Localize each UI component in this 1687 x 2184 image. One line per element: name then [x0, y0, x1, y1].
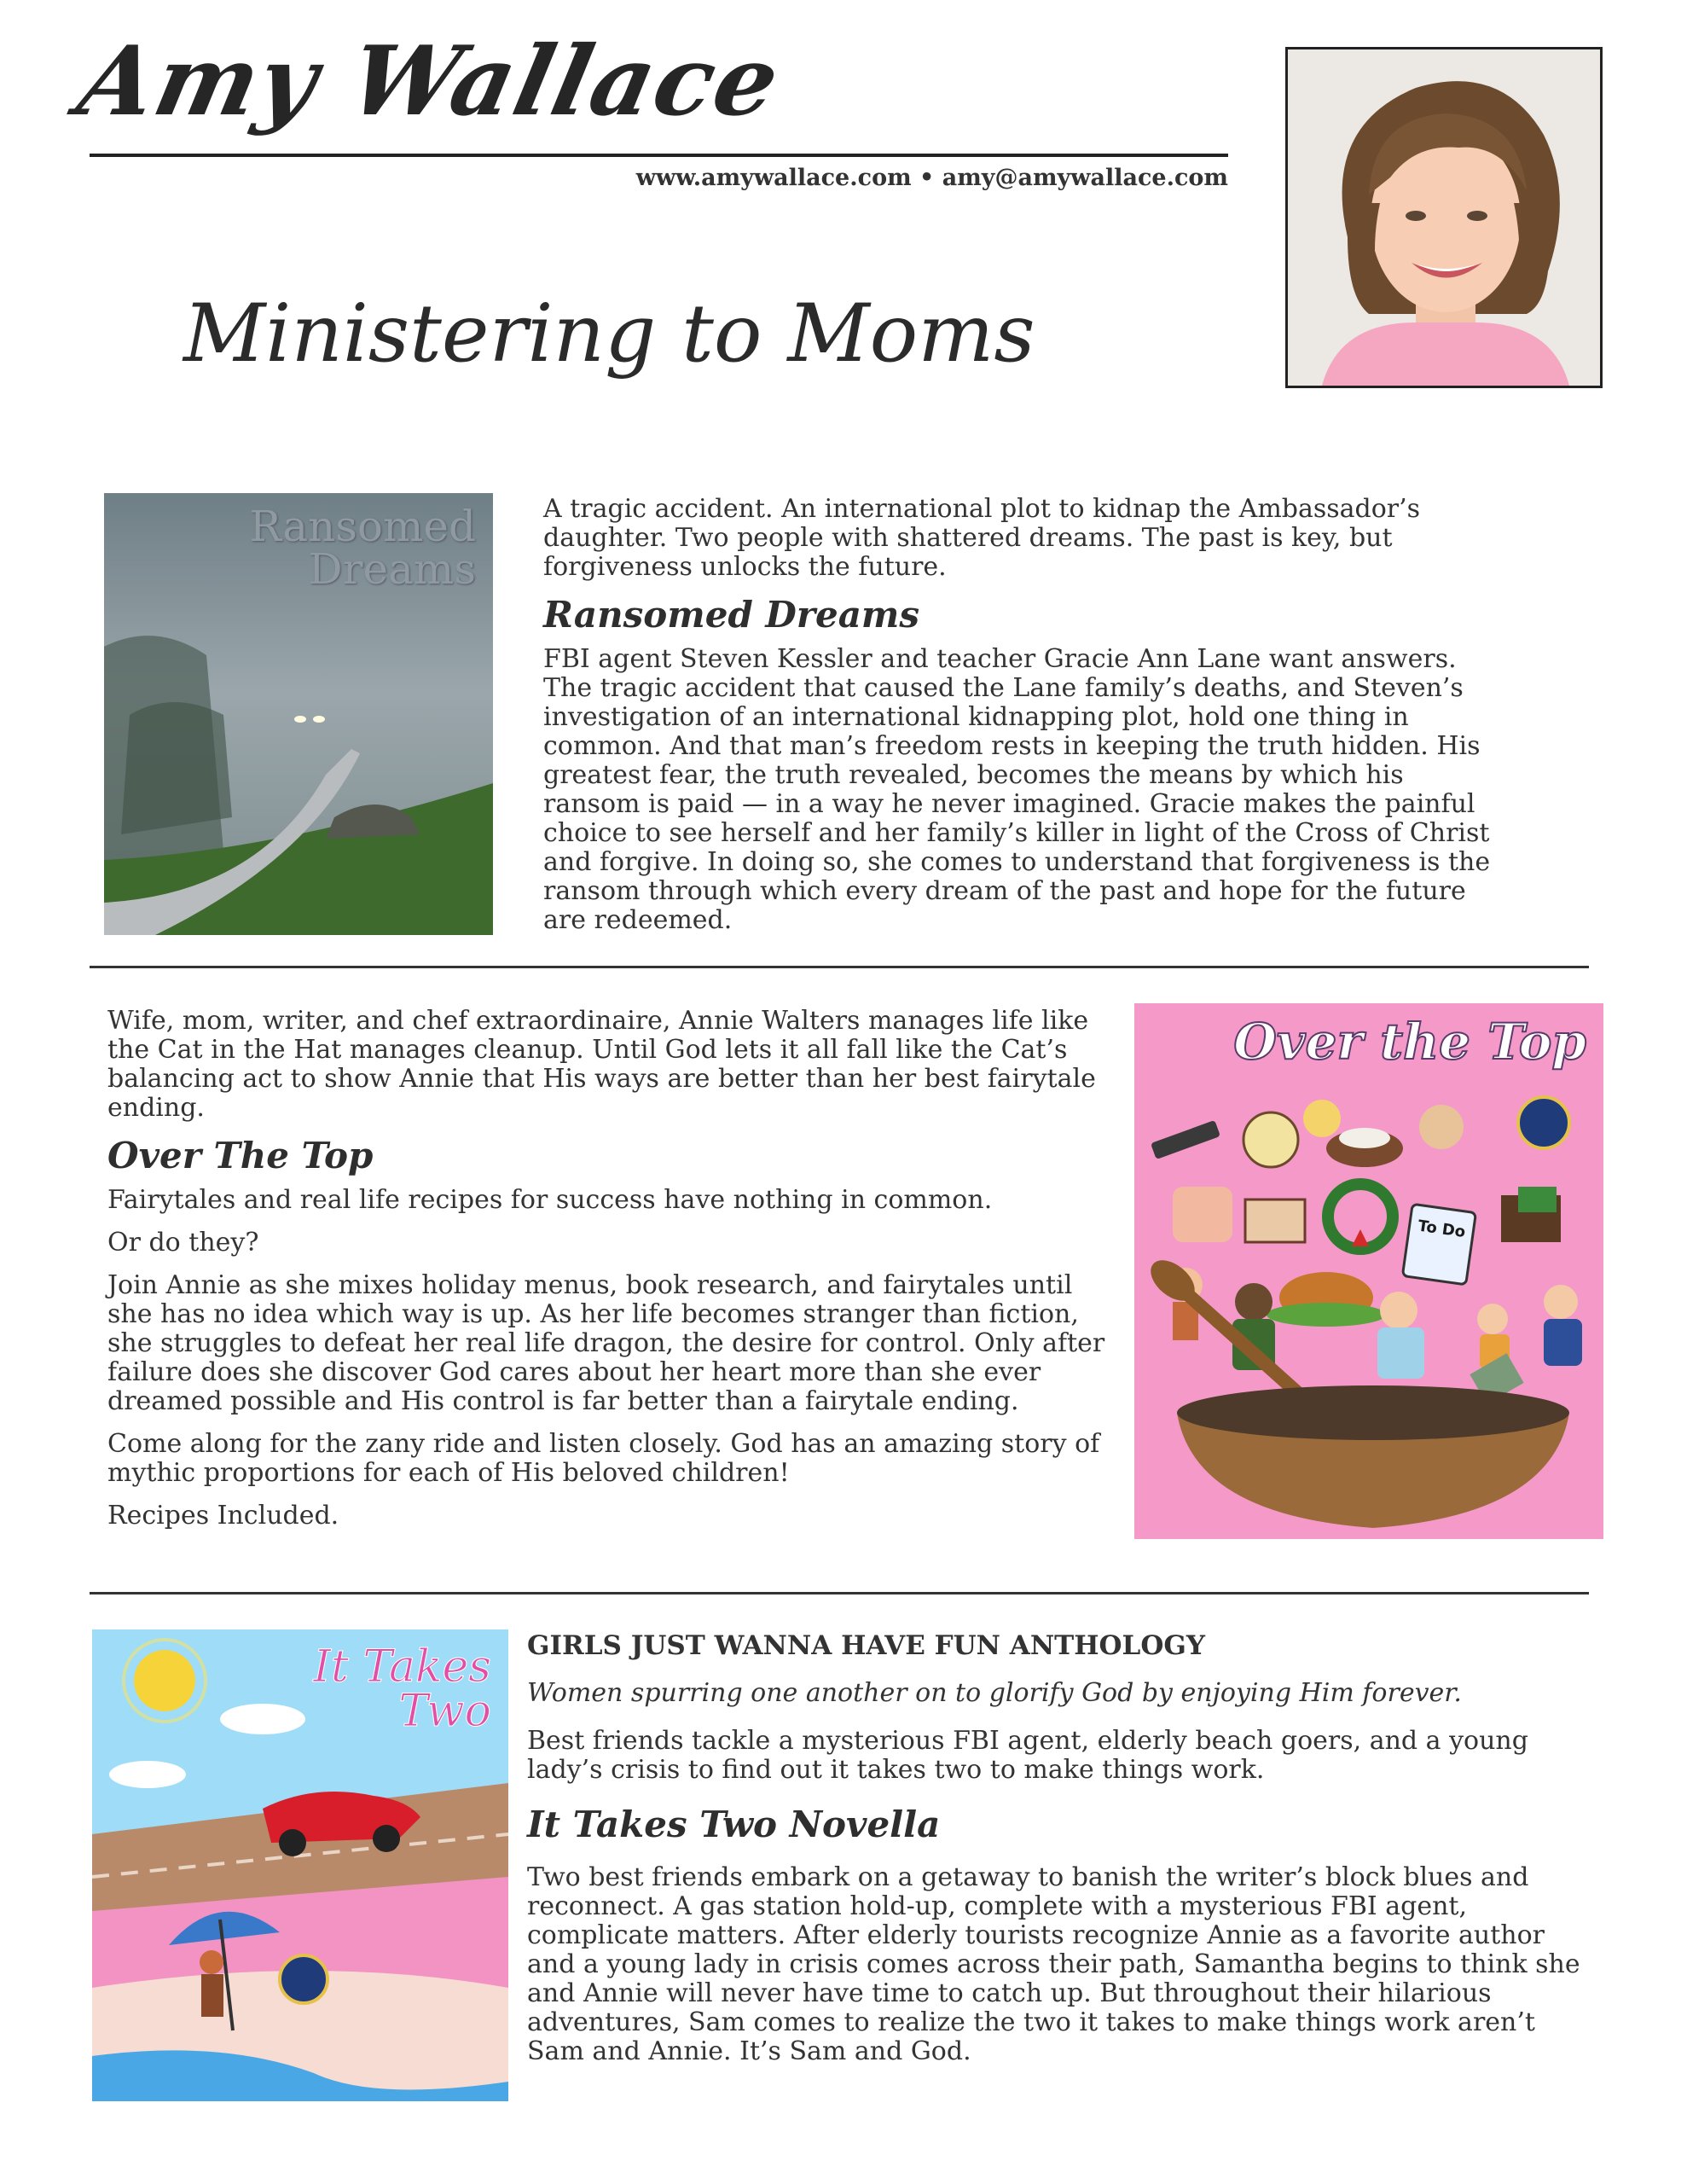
- it-takes-two-cover: [92, 1629, 508, 2101]
- it-takes-two-description: Two best friends embark on a getaway to banish the writer’s block blues and reconnect. A gas station hold-up, complete with a mysterious FBI agent, complicate matters. After elderly tourists recognize Annie as a favorite author and a young lady in crisis comes across their path, Samantha begins to think she and Annie will never have time to catch up. But throughout their hilarious adventures, Sam comes to realize the two it takes to make things work aren’t Sam and Annie. It’s Sam and God.: [527, 1862, 1580, 2067]
- it-takes-two-text: [527, 1631, 1593, 2066]
- section-divider: [90, 966, 1589, 968]
- cover-title-line1: Ransomed: [249, 502, 476, 551]
- todo-label: To Do: [1417, 1217, 1467, 1242]
- over-the-top-cover: [1134, 1003, 1603, 1539]
- over-the-top-text: [107, 1007, 1114, 1531]
- ransomed-dreams-cover: [104, 493, 493, 935]
- cover-title-line2: Two: [398, 1686, 491, 1737]
- ransomed-dreams-cover-title: [249, 502, 476, 594]
- author-photo: [1285, 47, 1603, 388]
- header-divider: [90, 154, 1228, 157]
- over-the-top-teaser: Wife, mom, writer, and chef extraordinaire, Annie Walters manages life like the Cat in the Hat manages cleanup. Until God lets it all fall like the Cat’s balancing act to show Annie that His ways are better than her best fairytale ending.: [107, 1006, 1096, 1123]
- over-the-top-title: Over The Top: [107, 1135, 374, 1176]
- ransomed-dreams-teaser: A tragic accident. An international plot to kidnap the Ambassador’s daughter. Two people with shattered dreams. The past is key, but forgiveness unlocks the future.: [543, 494, 1421, 582]
- ransomed-dreams-description: FBI agent Steven Kessler and teacher Gracie Ann Lane want answers. The tragic accident that caused the Lane family’s deaths, and Steven’s investigation of an international kidnapping plot, hold one thing in common. And that man’s freedom rests in keeping the truth hidden. His greatest fear, the truth revealed, becomes the means by which his ransom is paid — in a way he never imagined. Gracie makes the painful choice to see herself and her family’s killer in light of the Cross of Christ and forgive. In doing so, she comes to understand that forgiveness is the ransom through which every dream of the past and hope for the future are redeemed.: [543, 644, 1491, 936]
- section-divider: [90, 1592, 1589, 1594]
- it-takes-two-cover-title: [313, 1641, 491, 1737]
- over-the-top-cover-title: Over the Top: [1233, 1013, 1586, 1071]
- it-takes-two-title: It Takes Two Novella: [527, 1804, 941, 1845]
- page-title: Ministering to Moms: [183, 288, 1035, 380]
- over-the-top-paragraph-5: Recipes Included.: [107, 1501, 339, 1531]
- over-the-top-paragraph-4: Come along for the zany ride and listen closely. God has an amazing story of mythic proportions for each of His beloved children!: [107, 1429, 1100, 1489]
- cover-title-line2: Dreams: [308, 544, 476, 594]
- author-name: Amy Wallace: [69, 26, 791, 137]
- cover-title-line1: It Takes: [313, 1641, 491, 1693]
- over-the-top-paragraph-1: Fairytales and real life recipes for success have nothing in common.: [107, 1185, 993, 1216]
- over-the-top-paragraph-3: Join Annie as she mixes holiday menus, book research, and fairytales until she has no idea which way is up. As her life becomes stranger than fiction, she struggles to defeat her real life dragon, the desire for control. Only after failure does she discover God cares about her heart more than she ever dreamed possible and His control is far better than a fairytale ending.: [107, 1270, 1105, 1417]
- anthology-tagline: Women spurring one another on to glorify God by enjoying Him forever.: [527, 1678, 1462, 1708]
- it-takes-two-teaser: Best friends tackle a mysterious FBI agent, elderly beach goers, and a young lady’s crisis to find out it takes two to make things work.: [527, 1726, 1528, 1785]
- contact-info[interactable]: www.amywallace.com • amy@amywallace.com: [635, 165, 1228, 191]
- anthology-label: GIRLS JUST WANNA HAVE FUN ANTHOLOGY: [527, 1630, 1205, 1661]
- ransomed-dreams-text: [543, 495, 1507, 935]
- ransomed-dreams-title: Ransomed Dreams: [543, 594, 919, 636]
- over-the-top-paragraph-2: Or do they?: [107, 1228, 259, 1258]
